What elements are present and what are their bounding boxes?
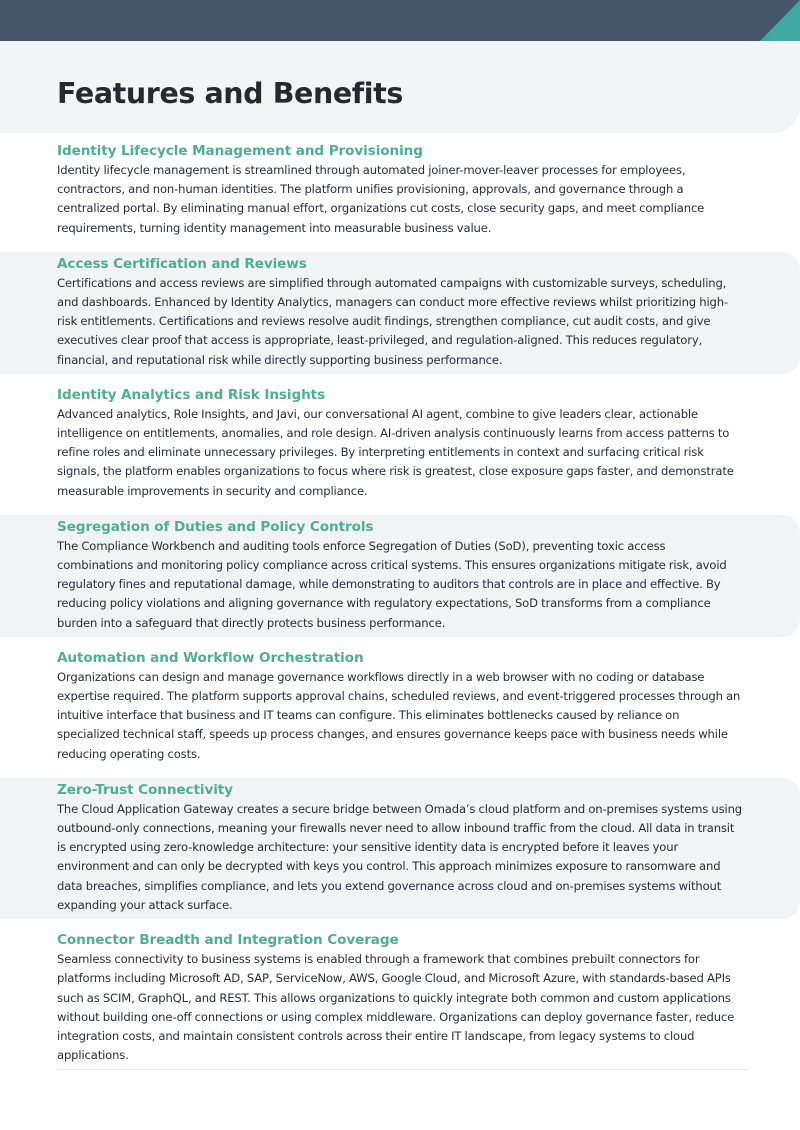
section-body: Identity lifecycle management is streamlined through automated joiner-mover-leaver processes for employees, contractors, and non-human identities. The platform unifies provisioning, approvals, and governance through a centralized portal. By eliminating manual effort, organizations cut costs, close security gaps, and meet compliance requirements, turning identity management into measurable business value. [57,163,705,235]
section-connector-breadth [0,928,800,1069]
section-body: The Cloud Application Gateway creates a secure bridge between Omada’s cloud platform and on-premises systems using outbound-only connections, meaning your firewalls never need to allow inbound traffic from the cloud. All data in transit is encrypted using zero-knowledge architecture: your sensitive identity data is encrypted before it leaves your environment and can only be decrypted with keys you control. This approach minimizes exposure to ransomware and data breaches, simplifies compliance, and lets you extend governance across cloud and on-premises systems without expanding your attack surface. [57,801,742,912]
page-title: Features and Benefits [57,77,403,110]
section-body: The Compliance Workbench and auditing tools enforce Segregation of Duties (SoD), preventing toxic access combinations and monitoring policy compliance across critical systems. This ensures organizations mitigate risk, avoid regulatory fines and reputational damage, while demonstrating to auditors that controls are in place and effective. By reducing policy violations and aligning governance with regulatory expectations, SoD transforms from a compliance burden into a safeguard that directly protects business performance. [57,538,727,630]
bottom-divider [57,1069,748,1070]
section-heading: Identity Lifecycle Management and Provisioning [57,143,423,159]
section-automation-workflow [0,646,800,768]
section-heading: Automation and Workflow Orchestration [57,649,364,666]
section-identity-analytics [0,383,800,505]
section-heading: Segregation of Duties and Policy Controls [57,518,374,535]
section-body: Advanced analytics, Role Insights, and Javi, our conversational AI agent, combine to give leaders clear, actionable intelligence on entitlements, anomalies, and role design. AI-driven analysis continuously learns from access patterns to refine roles and eliminate unnecessary privileges. By interpreting entitlements in context and surfacing critical risk signals, the platform enables organizations to focus where risk is greatest, close exposure gaps faster, and demonstrate measurable improvements in security and compliance. [57,406,734,498]
section-heading: Zero-Trust Connectivity [57,781,233,798]
section-segregation-of-duties [0,515,800,637]
section-body: Certifications and access reviews are simplified through automated campaigns with customizable surveys, scheduling, and dashboards. Enhanced by Identity Analytics, managers can conduct more effective reviews whilst prioritizing high-risk entitlements. Certifications and reviews resolve audit findings, strengthen compliance, cut audit costs, and give executives clear proof that access is appropriate, least-privileged, and regulation-aligned. This reduces regulatory, financial, and reputational risk while directly supporting business performance. [57,275,728,367]
section-body: Organizations can design and manage governance workflows directly in a web browser with no coding or database expertise required. The platform supports approval chains, scheduled reviews, and event-triggered processes through an intuitive interface that business and IT teams can configure. This eliminates bottlenecks caused by reliance on specialized technical staff, speeds up process changes, and ensures governance keeps pace with business needs while reducing operating costs. [57,669,741,761]
corner-accent-icon [760,0,800,41]
section-heading: Identity Analytics and Risk Insights [57,386,326,403]
section-identity-lifecycle [0,139,800,242]
section-heading: Connector Breadth and Integration Coverage [57,932,399,949]
section-zero-trust [0,778,800,919]
feature-sections [0,139,800,1069]
section-access-certification [0,252,800,374]
section-body: Seamless connectivity to business systems is enabled through a framework that combines prebuilt connectors for platforms including Microsoft AD, SAP, ServiceNow, AWS, Google Cloud, and Microsoft Azure, with standards-based APIs such as SCIM, GraphQL, and REST. This allows organizations to quickly integrate both common and custom applications without building one-off connections or using complex middleware. Organizations can deploy governance faster, reduce integration costs, and maintain consistent controls across their entire IT landscape, from legacy systems to cloud applications. [57,952,735,1063]
section-heading: Access Certification and Reviews [57,255,307,272]
header-band [0,0,800,41]
